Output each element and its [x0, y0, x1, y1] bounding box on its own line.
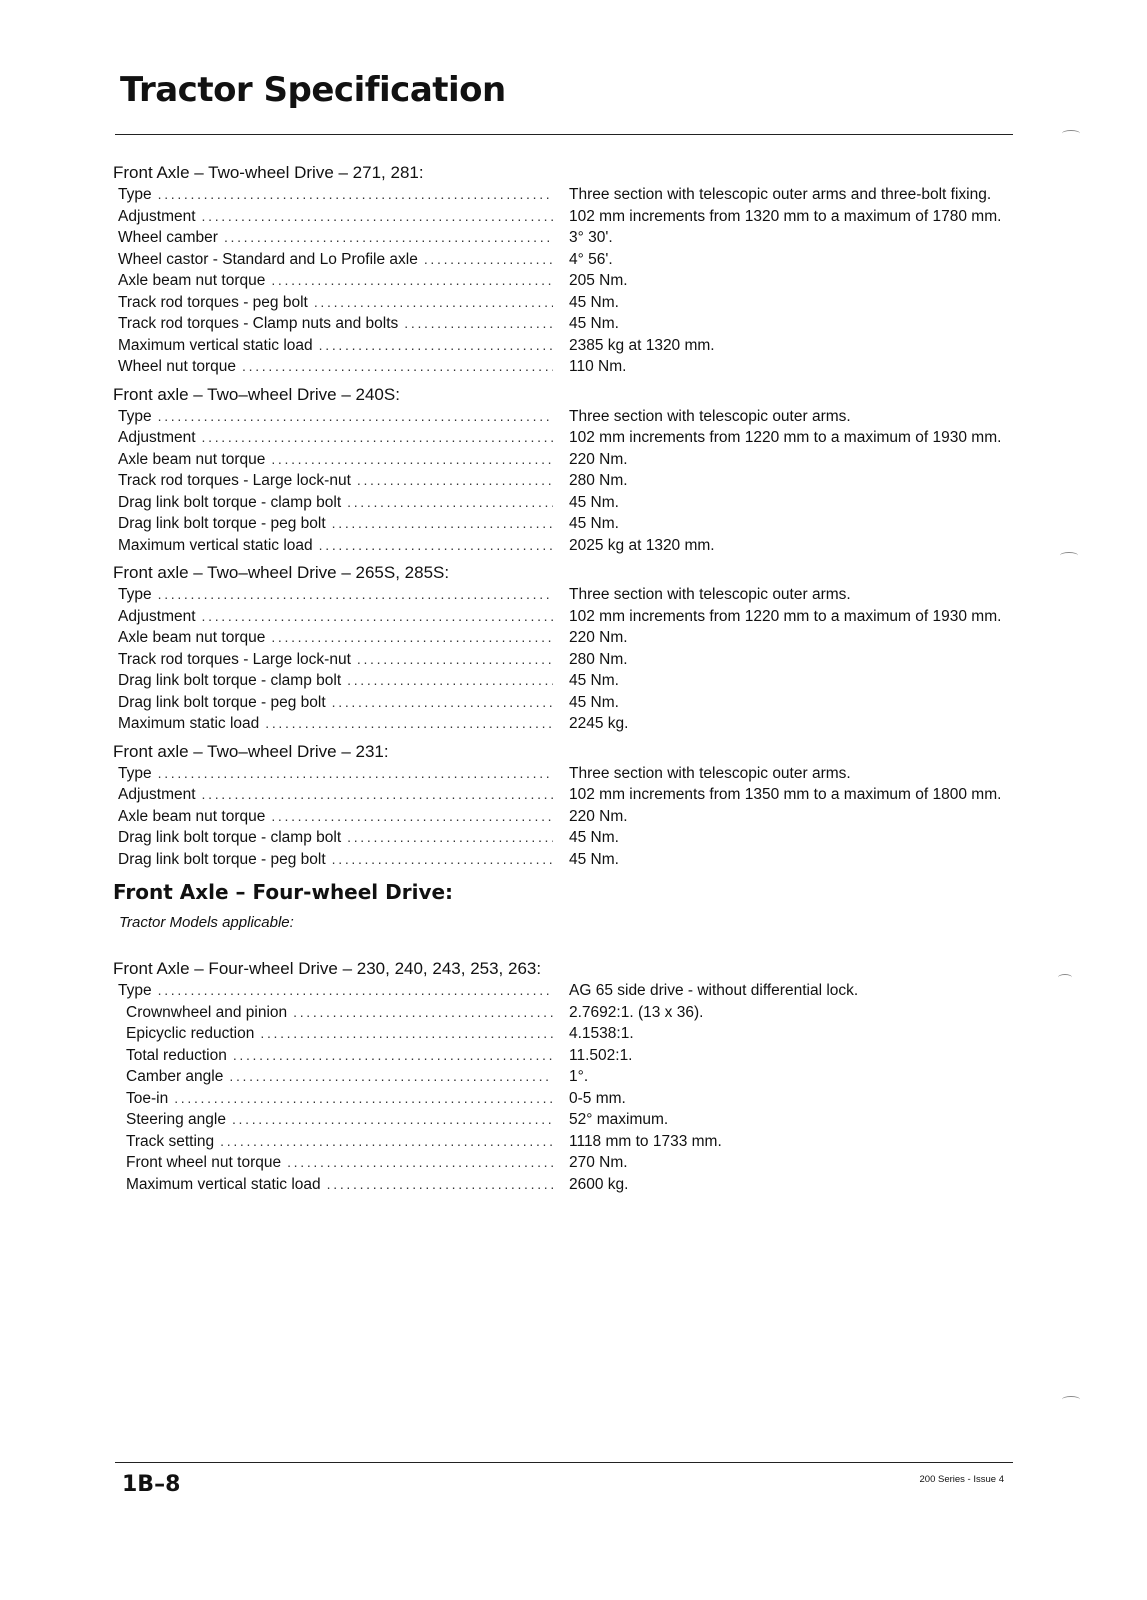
leader-dots [158, 763, 553, 785]
spec-label: Axle beam nut torque [118, 450, 266, 468]
spec-row [113, 806, 1013, 828]
spec-value: 1118 mm to 1733 mm. [569, 1132, 722, 1150]
spec-label: Axle beam nut torque [118, 807, 266, 825]
spec-value: Three section with telescopic outer arms and three-bolt fixing. [569, 186, 992, 203]
leader-dots [424, 249, 553, 271]
leader-dots [404, 313, 553, 335]
spec-row [113, 535, 1013, 557]
spec-value: 45 Nm. [569, 293, 619, 311]
spec-label: Track rod torques - Large lock-nut [118, 472, 351, 489]
spec-label: Type [118, 186, 152, 203]
page-title: Tractor Specification [120, 70, 506, 110]
spec-label: Type [118, 407, 152, 425]
leader-dots [327, 1174, 553, 1196]
spec-value: 45 Nm. [569, 850, 619, 868]
spec-row [113, 206, 1013, 228]
spec-value: 2245 kg. [569, 715, 629, 732]
series-issue: 200 Series - Issue 4 [919, 1474, 1004, 1485]
spec-row [113, 184, 1013, 206]
spec-label: Wheel castor - Standard and Lo Profile axle [118, 250, 418, 268]
spec-value: 102 mm increments from 1320 mm to a maximum of 1780 mm. [569, 207, 1002, 225]
leader-dots [319, 535, 553, 557]
spec-row [113, 292, 1013, 314]
spec-value: 45 Nm. [569, 315, 619, 332]
spec-value: 110 Nm. [569, 358, 627, 375]
spec-row [113, 492, 1013, 514]
spec-label: Crownwheel and pinion [126, 1003, 288, 1021]
spec-label: Drag link bolt torque - clamp bolt [118, 493, 342, 511]
leader-dots [271, 627, 553, 649]
margin-mark [1060, 552, 1078, 559]
leader-dots [332, 849, 553, 871]
leader-dots [260, 1023, 553, 1045]
leader-dots [202, 427, 553, 449]
leader-dots [271, 270, 553, 292]
leader-dots [220, 1131, 553, 1153]
section-heading: Front axle – Two–wheel Drive – 265S, 285S: [113, 563, 450, 582]
spec-row [113, 1109, 1013, 1131]
spec-label: Adjustment [118, 207, 196, 225]
leader-dots [229, 1066, 553, 1088]
leader-dots [319, 335, 553, 357]
spec-row [113, 827, 1013, 849]
spec-row [113, 670, 1013, 692]
spec-label: Type [118, 764, 152, 782]
spec-label: Maximum vertical static load [126, 1175, 321, 1193]
leader-dots [347, 492, 553, 514]
spec-label: Drag link bolt torque - peg bolt [118, 693, 326, 711]
spec-label: Adjustment [118, 786, 196, 803]
tractor-models-subheading: Tractor Models applicable: [119, 914, 294, 931]
spec-row [113, 692, 1013, 714]
spec-label: Camber angle [126, 1068, 224, 1085]
margin-mark [1062, 130, 1080, 137]
spec-row [113, 1023, 1013, 1045]
spec-label: Wheel camber [118, 229, 218, 246]
spec-row [113, 270, 1013, 292]
spec-row [113, 606, 1013, 628]
spec-row [113, 980, 1013, 1002]
leader-dots [202, 784, 553, 806]
spec-label: Wheel nut torque [118, 358, 237, 375]
spec-value: 2.7692:1. (13 x 36). [569, 1003, 704, 1021]
spec-label: Maximum vertical static load [118, 536, 313, 554]
leader-dots [158, 980, 553, 1002]
spec-value: 280 Nm. [569, 650, 628, 668]
spec-value: 3° 30'. [569, 229, 613, 246]
leader-dots [357, 649, 553, 671]
spec-value: 45 Nm. [569, 672, 619, 689]
spec-label: Type [118, 586, 152, 603]
spec-row [113, 627, 1013, 649]
spec-label: Type [118, 982, 152, 999]
spec-value: 220 Nm. [569, 807, 628, 825]
spec-row [113, 1045, 1013, 1067]
spec-value: 280 Nm. [569, 472, 628, 489]
leader-dots [232, 1109, 553, 1131]
spec-row [113, 1174, 1013, 1196]
leader-dots [265, 713, 553, 735]
spec-value: 2600 kg. [569, 1175, 629, 1193]
spec-label: Adjustment [118, 429, 196, 446]
leader-dots [332, 692, 553, 714]
spec-label: Track rod torques - Large lock-nut [118, 650, 351, 668]
spec-row [113, 849, 1013, 871]
leader-dots [271, 449, 553, 471]
two-wheel-drive-sections [113, 162, 1013, 870]
margin-mark [1058, 974, 1072, 981]
spec-value: Three section with telescopic outer arms. [569, 407, 851, 425]
spec-row [113, 449, 1013, 471]
spec-value: 220 Nm. [569, 450, 628, 468]
spec-label: Drag link bolt torque - peg bolt [118, 515, 326, 532]
leader-dots [202, 206, 553, 228]
spec-value: 2385 kg at 1320 mm. [569, 336, 715, 354]
leader-dots [357, 470, 553, 492]
spec-row [113, 763, 1013, 785]
spec-value: 45 Nm. [569, 693, 619, 711]
spec-value: 2025 kg at 1320 mm. [569, 536, 715, 554]
leader-dots [158, 184, 553, 206]
spec-value: 205 Nm. [569, 272, 628, 289]
leader-dots [271, 806, 553, 828]
spec-value: 45 Nm. [569, 493, 619, 511]
spec-row [113, 335, 1013, 357]
spec-row [113, 1152, 1013, 1174]
spec-row [113, 713, 1013, 735]
spec-row [113, 1088, 1013, 1110]
spec-label: Track setting [126, 1132, 215, 1150]
spec-label: Track rod torques - peg bolt [118, 293, 308, 311]
spec-label: Drag link bolt torque - peg bolt [118, 850, 326, 868]
spec-value: 102 mm increments from 1350 mm to a maximum of 1800 mm. [569, 786, 1002, 803]
spec-label: Axle beam nut torque [118, 272, 266, 289]
spec-row [113, 784, 1013, 806]
spec-row [113, 1131, 1013, 1153]
leader-dots [224, 227, 553, 249]
four-wheel-rows [113, 1002, 1013, 1196]
spec-row [113, 649, 1013, 671]
leader-dots [293, 1002, 553, 1024]
four-wheel-drive-heading: Front Axle – Four-wheel Drive: [113, 880, 454, 904]
spec-row [113, 470, 1013, 492]
section-heading: Front axle – Two–wheel Drive – 231: [113, 741, 389, 761]
four-wheel-section-heading: Front Axle – Four-wheel Drive – 230, 240, 243, 253, 263: [113, 959, 542, 978]
spec-value: 0-5 mm. [569, 1089, 626, 1107]
spec-value: 1°. [569, 1068, 589, 1085]
leader-dots [332, 513, 553, 535]
spec-row [113, 356, 1013, 378]
spec-content [113, 162, 1013, 1195]
spec-value: 270 Nm. [569, 1154, 628, 1171]
spec-label: Total reduction [126, 1046, 227, 1064]
spec-row [113, 1066, 1013, 1088]
spec-value: 220 Nm. [569, 629, 628, 646]
spec-label: Epicyclic reduction [126, 1025, 255, 1042]
spec-label: Drag link bolt torque - clamp bolt [118, 829, 342, 846]
leader-dots [158, 584, 553, 606]
leader-dots [347, 670, 553, 692]
leader-dots [158, 406, 553, 428]
spec-label: Drag link bolt torque - clamp bolt [118, 672, 342, 689]
header-divider [115, 134, 1013, 135]
leader-dots [202, 606, 553, 628]
leader-dots [242, 356, 553, 378]
spec-label: Axle beam nut torque [118, 629, 266, 646]
spec-row [113, 513, 1013, 535]
spec-row [113, 406, 1013, 428]
spec-value: 52° maximum. [569, 1111, 669, 1128]
spec-label: Maximum static load [118, 715, 260, 732]
spec-label: Front wheel nut torque [126, 1154, 282, 1171]
spec-value: 4° 56'. [569, 250, 613, 268]
leader-dots [347, 827, 553, 849]
leader-dots [233, 1045, 553, 1067]
footer-divider [115, 1462, 1013, 1463]
spec-label: Toe-in [126, 1089, 169, 1107]
spec-label: Adjustment [118, 607, 196, 625]
spec-row [113, 227, 1013, 249]
spec-row [113, 427, 1013, 449]
spec-value: 45 Nm. [569, 829, 619, 846]
spec-label: Maximum vertical static load [118, 336, 313, 354]
spec-value: 11.502:1. [569, 1046, 633, 1064]
spec-value: Three section with telescopic outer arms. [569, 586, 851, 603]
spec-row [113, 249, 1013, 271]
spec-label: Steering angle [126, 1111, 226, 1128]
leader-dots [174, 1088, 553, 1110]
spec-value: 102 mm increments from 1220 mm to a maximum of 1930 mm. [569, 607, 1002, 625]
leader-dots [314, 292, 553, 314]
margin-mark [1062, 1396, 1080, 1403]
page-number: 1B–8 [122, 1472, 181, 1497]
spec-value: 102 mm increments from 1220 mm to a maximum of 1930 mm. [569, 429, 1002, 446]
spec-value: Three section with telescopic outer arms. [569, 764, 851, 782]
spec-value: 45 Nm. [569, 515, 619, 532]
spec-row [113, 584, 1013, 606]
spec-row [113, 313, 1013, 335]
spec-label: Track rod torques - Clamp nuts and bolts [118, 315, 399, 332]
section-heading: Front axle – Two–wheel Drive – 240S: [113, 384, 400, 404]
spec-row [113, 1002, 1013, 1024]
leader-dots [287, 1152, 553, 1174]
spec-value: 4.1538:1. [569, 1025, 634, 1042]
section-heading: Front Axle – Two-wheel Drive – 271, 281: [113, 163, 424, 182]
spec-value: AG 65 side drive - without differential lock. [569, 982, 859, 999]
